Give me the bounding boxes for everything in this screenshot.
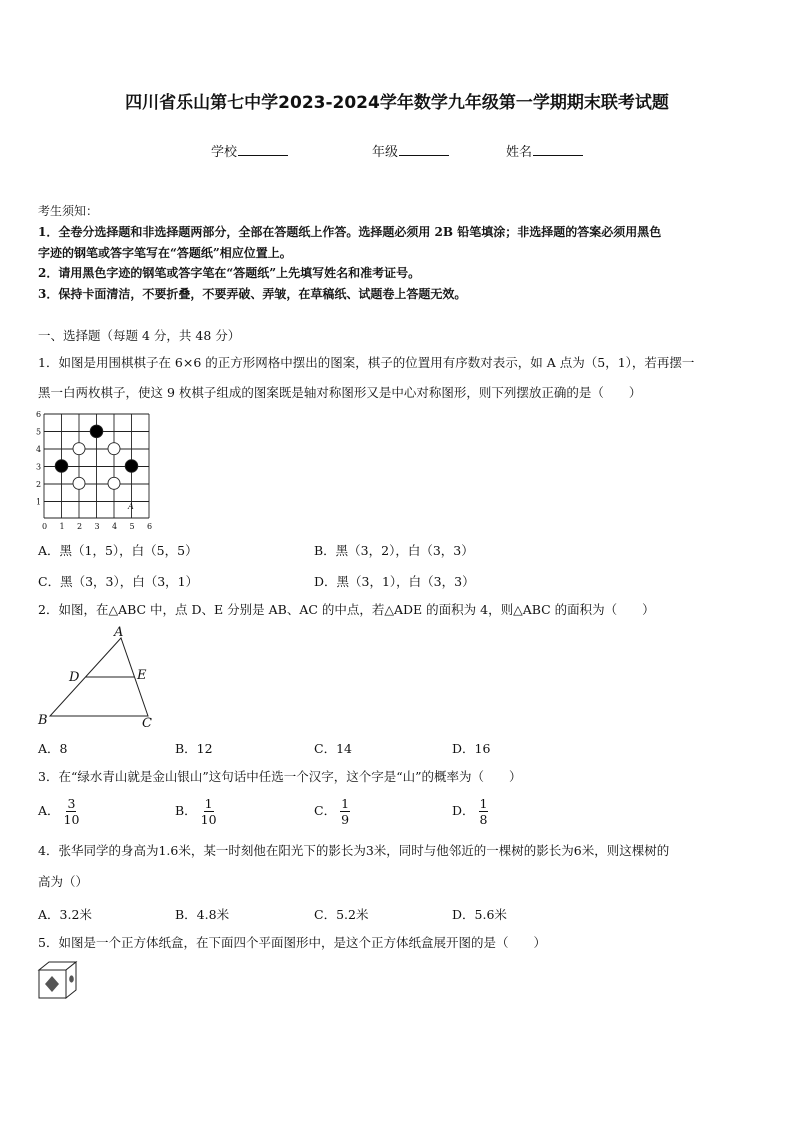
q4-option-a: A．3.2米 <box>38 907 92 922</box>
black-stone <box>55 460 68 473</box>
y-tick: 5 <box>36 427 42 437</box>
black-stone <box>90 425 103 438</box>
notice-line-1b: 字迹的钢笔或答字笔写在“答题纸”相应位置上。 <box>38 246 292 260</box>
q2-option-b: B．12 <box>175 741 213 756</box>
q1-option-a: A．黑（1，5），白（5，5） <box>38 543 198 558</box>
go-board-y-ticks <box>36 410 41 507</box>
x-tick: 3 <box>94 522 100 531</box>
q4-option-d: D．5.6米 <box>452 907 507 922</box>
q2-option-d: D．16 <box>452 741 491 756</box>
school-field: 学校 <box>211 141 288 160</box>
white-stone <box>108 477 120 489</box>
black-stone <box>125 460 138 473</box>
y-tick: 6 <box>36 410 42 419</box>
triangle-figure <box>34 624 164 732</box>
point-d-label: D <box>69 670 80 685</box>
name-field: 姓名 <box>506 141 583 160</box>
cube-figure <box>36 960 82 1002</box>
x-tick: 4 <box>112 522 118 531</box>
y-tick: 3 <box>36 462 42 472</box>
go-board-x-ticks <box>42 522 152 531</box>
y-tick: 2 <box>36 480 42 489</box>
fraction: $\frac{3}{10}$ <box>63 796 80 827</box>
q1-option-d: D．黑（3，1），白（3，3） <box>314 574 475 589</box>
x-tick: 1 <box>59 522 65 531</box>
circle-shape-icon <box>69 975 74 982</box>
q4-option-b: B．4.8米 <box>175 907 230 922</box>
q3-option-d: D． $\frac{1}{8}$ <box>452 796 488 827</box>
notice-line-1a: 1．全卷分选择题和非选择题两部分，全部在答题纸上作答。选择题必须用 2B 铅笔填涂；非选择题的答案必须用黑色 <box>38 225 662 239</box>
q3-option-a: A． $\frac{3}{10}$ <box>38 796 80 827</box>
y-tick: 4 <box>36 445 42 454</box>
notice-line-3: 3．保持卡面清洁，不要折叠，不要弄破、弄皱，在草稿纸、试题卷上答题无效。 <box>38 287 467 301</box>
x-tick: 6 <box>147 522 153 531</box>
triangle-abc <box>50 638 148 716</box>
point-a-label: A <box>128 502 134 511</box>
q2-option-a: A．8 <box>38 741 68 756</box>
q5-stem: 5．如图是一个正方体纸盒，在下面四个平面图形中，是这个正方体纸盒展开图的是（ ） <box>38 935 546 950</box>
page-title: 四川省乐山第七中学2023-2024学年数学九年级第一学期期末联考试题 <box>125 93 669 113</box>
x-tick: 2 <box>77 522 83 531</box>
y-tick: 1 <box>36 497 42 507</box>
q3-option-b: B． $\frac{1}{10}$ <box>175 796 217 827</box>
q2-stem: 2．如图，在△ABC 中，点 D、E 分别是 AB、AC 的中点，若△ADE 的面积为 4，则△ABC 的面积为（ ） <box>38 602 655 617</box>
q1-option-c: C．黑（3，3），白（3，1） <box>38 574 199 589</box>
notice-line-2: 2．请用黑色字迹的钢笔或答字笔在“答题纸”上先填写姓名和准考证号。 <box>38 266 421 280</box>
white-stone <box>108 443 120 455</box>
section-heading: 一、选择题（每题 4 分，共 48 分） <box>38 328 241 343</box>
q4-stem-a: 4．张华同学的身高为1.6米，某一时刻他在阳光下的影长为3米，同时与他邻近的一棵树的影长为6米，则这棵树的 <box>38 843 670 858</box>
q1-stem-a: 1．如图是用围棋棋子在 6×6 的正方形网格中摆出的图案，棋子的位置用有序数对表示，如 A 点为（5，1），若再摆一 <box>38 355 695 370</box>
go-board-figure <box>34 408 159 533</box>
notice-heading: 考生须知： <box>38 204 99 218</box>
x-tick: 5 <box>129 522 135 531</box>
x-tick: 0 <box>42 522 48 531</box>
vertex-a-label: A <box>114 625 124 640</box>
q1-option-b: B．黑（3，2），白（3，3） <box>314 543 474 558</box>
q3-option-c: C． $\frac{1}{9}$ <box>314 796 350 827</box>
q3-stem: 3．在“绿水青山就是金山银山”这句话中任选一个汉字，这个字是“山”的概率为（ ） <box>38 769 522 784</box>
fraction: $\frac{1}{10}$ <box>200 796 217 827</box>
vertex-b-label: B <box>38 713 48 728</box>
q4-stem-b: 高为（） <box>38 874 89 889</box>
q2-option-c: C．14 <box>314 741 352 756</box>
fraction: $\frac{1}{9}$ <box>341 796 350 827</box>
vertex-c-label: C <box>142 716 152 731</box>
fraction: $\frac{1}{8}$ <box>479 796 488 827</box>
point-e-label: E <box>137 668 147 683</box>
q4-option-c: C．5.2米 <box>314 907 369 922</box>
q1-stem-b: 黑一白两枚棋子，使这 9 枚棋子组成的图案既是轴对称图形又是中心对称图形，则下列摆放正确的是（ ） <box>38 385 642 400</box>
white-stone <box>73 477 85 489</box>
white-stone <box>73 443 85 455</box>
grade-field: 年级 <box>372 141 449 160</box>
